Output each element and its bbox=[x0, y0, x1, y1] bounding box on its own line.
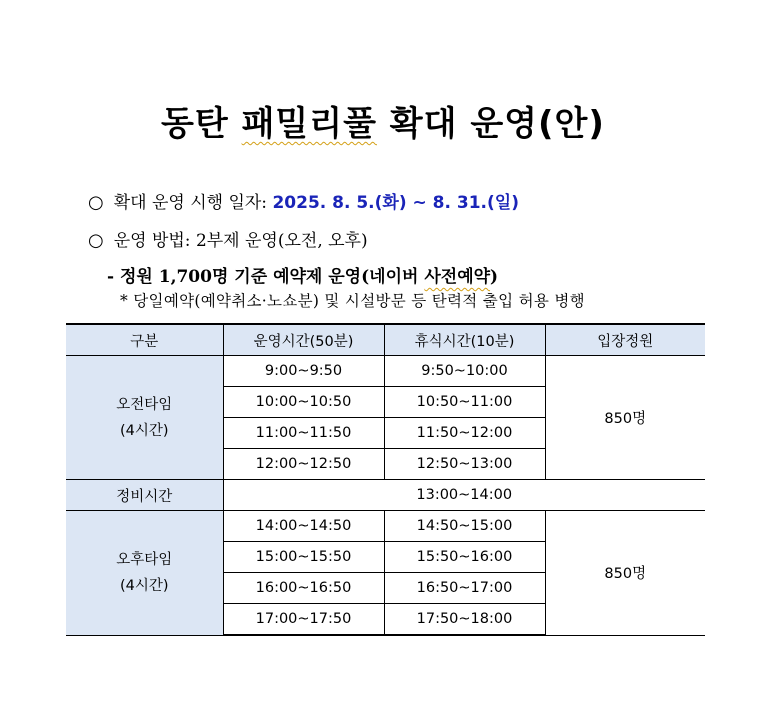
break-time-cell: 11:50~12:00 bbox=[384, 418, 545, 449]
page-title bbox=[0, 96, 766, 145]
period-value: 2025. 8. 5.(화) ~ 8. 31.(일) bbox=[272, 193, 519, 213]
method-text: 운영 방법: 2부제 운영(오전, 오후) bbox=[113, 231, 368, 251]
table-header-row bbox=[66, 324, 705, 356]
operating-time-cell: 15:00~15:50 bbox=[223, 542, 384, 573]
header-category: 구분 bbox=[66, 324, 223, 356]
maintenance-row bbox=[66, 480, 705, 511]
maintenance-time: 13:00~14:00 bbox=[223, 480, 705, 511]
operating-time-cell: 9:00~9:50 bbox=[223, 356, 384, 387]
morning-capacity-cell: 850명 bbox=[545, 356, 705, 480]
break-time-cell: 14:50~15:00 bbox=[384, 511, 545, 542]
break-time-cell: 16:50~17:00 bbox=[384, 573, 545, 604]
operating-time-cell: 10:00~10:50 bbox=[223, 387, 384, 418]
break-time-cell: 15:50~16:00 bbox=[384, 542, 545, 573]
morning-label: 오전타임 bbox=[116, 396, 173, 413]
operating-time-cell: 16:00~16:50 bbox=[223, 573, 384, 604]
operating-time-cell: 14:00~14:50 bbox=[223, 511, 384, 542]
note-line: * 당일예약(예약취소·노쇼분) 및 시설방문 등 탄력적 출입 허용 병행 bbox=[120, 292, 585, 310]
circle-bullet-icon: ○ bbox=[88, 192, 104, 213]
afternoon-group-cell bbox=[66, 511, 223, 636]
table-row bbox=[66, 356, 705, 387]
capacity-suffix: ) bbox=[490, 267, 499, 287]
bullet-period bbox=[88, 188, 519, 213]
capacity-line bbox=[107, 262, 498, 287]
title-part-3: 확대 운영(안) bbox=[376, 104, 605, 144]
period-label: 확대 운영 시행 일자: bbox=[113, 193, 268, 213]
morning-hours: (4시간) bbox=[119, 422, 169, 439]
afternoon-capacity-cell: 850명 bbox=[545, 511, 705, 636]
break-time-cell: 17:50~18:00 bbox=[384, 604, 545, 636]
header-operating-time: 운영시간(50분) bbox=[223, 324, 384, 356]
operating-time-cell: 12:00~12:50 bbox=[223, 449, 384, 480]
afternoon-label: 오후타임 bbox=[116, 551, 173, 568]
circle-bullet-icon: ○ bbox=[88, 230, 104, 251]
capacity-underlined: 사전예약 bbox=[424, 267, 491, 287]
break-time-cell: 12:50~13:00 bbox=[384, 449, 545, 480]
title-part-2-underlined: 패밀리풀 bbox=[241, 104, 377, 144]
header-break-time: 휴식시간(10분) bbox=[384, 324, 545, 356]
operating-time-cell: 11:00~11:50 bbox=[223, 418, 384, 449]
morning-group-cell bbox=[66, 356, 223, 480]
capacity-prefix: - 정원 1,700명 기준 예약제 운영(네이버 bbox=[107, 267, 425, 287]
table-row bbox=[66, 511, 705, 542]
maintenance-label: 정비시간 bbox=[66, 480, 223, 511]
afternoon-hours: (4시간) bbox=[119, 577, 169, 594]
header-capacity: 입장정원 bbox=[545, 324, 705, 356]
break-time-cell: 10:50~11:00 bbox=[384, 387, 545, 418]
break-time-cell: 9:50~10:00 bbox=[384, 356, 545, 387]
operating-time-cell: 17:00~17:50 bbox=[223, 604, 384, 636]
bullet-method bbox=[88, 226, 368, 251]
schedule-table bbox=[66, 323, 705, 636]
title-part-1: 동탄 bbox=[161, 104, 242, 144]
